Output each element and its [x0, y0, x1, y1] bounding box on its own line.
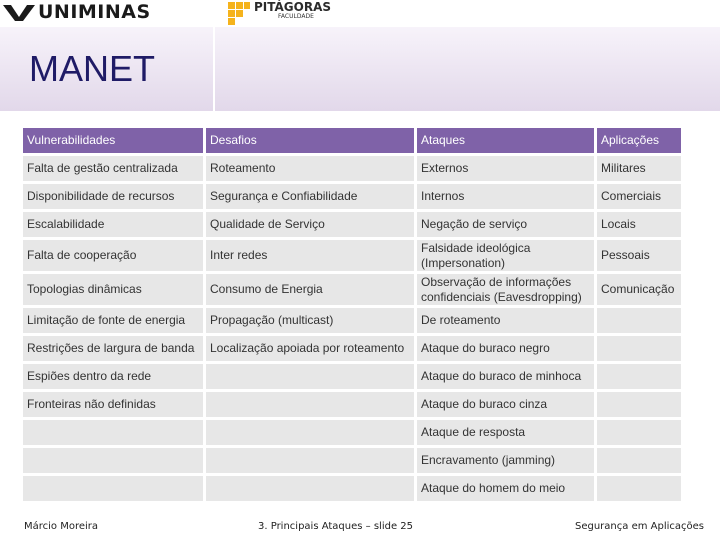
table-row — [23, 308, 681, 333]
title-separator — [213, 27, 215, 111]
table-cell: Ataque do buraco negro — [417, 336, 594, 361]
manet-table — [20, 125, 684, 504]
table-cell: De roteamento — [417, 308, 594, 333]
table-cell: Propagação (multicast) — [206, 308, 414, 333]
column-header: Desafios — [206, 128, 414, 153]
table-cell: Pessoais — [597, 240, 681, 271]
pitagoras-wordmark: PITÁGORAS — [254, 0, 332, 14]
table-cell — [206, 448, 414, 473]
table-cell — [597, 364, 681, 389]
table-row — [23, 274, 681, 305]
slide-title: MANET — [29, 48, 155, 89]
table-cell: Falta de cooperação — [23, 240, 203, 271]
table-cell: Ataque de resposta — [417, 420, 594, 445]
table-row — [23, 364, 681, 389]
table-cell: Locais — [597, 212, 681, 237]
table-cell — [597, 476, 681, 501]
table-cell: Escalabilidade — [23, 212, 203, 237]
table-row — [23, 420, 681, 445]
table-cell: Falta de gestão centralizada — [23, 156, 203, 181]
table-cell — [597, 448, 681, 473]
table-cell — [23, 420, 203, 445]
table-row — [23, 476, 681, 501]
table-cell — [206, 420, 414, 445]
table-cell: Comunicação — [597, 274, 681, 305]
table-cell: Fronteiras não definidas — [23, 392, 203, 417]
table-cell: Observação de informações confidenciais (Eavesdropping) — [417, 274, 594, 305]
table-cell — [597, 308, 681, 333]
table-row — [23, 184, 681, 209]
table-cell — [23, 476, 203, 501]
table-cell: Ataque do buraco cinza — [417, 392, 594, 417]
table-cell: Espiões dentro da rede — [23, 364, 203, 389]
table-cell: Internos — [417, 184, 594, 209]
table-cell — [597, 420, 681, 445]
table-cell: Comerciais — [597, 184, 681, 209]
table-cell: Restrições de largura de banda — [23, 336, 203, 361]
uniminas-mark-icon — [2, 2, 36, 22]
footer-author: Márcio Moreira — [24, 521, 99, 532]
table-cell: Disponibilidade de recursos — [23, 184, 203, 209]
table-cell — [597, 336, 681, 361]
pitagoras-subtitle: FACULDADE — [278, 13, 314, 20]
column-header: Vulnerabilidades — [23, 128, 203, 153]
pitagoras-logo — [227, 1, 331, 25]
table-cell — [206, 476, 414, 501]
footer-slide-info: 3. Principais Ataques – slide 25 — [258, 521, 414, 532]
table-cell: Negação de serviço — [417, 212, 594, 237]
footer-course: Segurança em Aplicações — [575, 521, 704, 532]
table-body — [23, 156, 681, 501]
table-cell: Ataque do homem do meio — [417, 476, 594, 501]
table-cell: Localização apoiada por roteamento — [206, 336, 414, 361]
table-cell: Topologias dinâmicas — [23, 274, 203, 305]
table-cell: Falsidade ideológica (Impersonation) — [417, 240, 594, 271]
table-row — [23, 212, 681, 237]
table-cell: Externos — [417, 156, 594, 181]
table-header-row — [23, 128, 681, 153]
table-cell: Encravamento (jamming) — [417, 448, 594, 473]
pitagoras-mark-icon — [227, 1, 251, 25]
uniminas-logo — [2, 2, 151, 22]
uniminas-wordmark: UNIMINAS — [38, 1, 151, 23]
table-row — [23, 240, 681, 271]
logo-bar — [0, 0, 720, 27]
title-underline — [0, 111, 720, 115]
table-cell: Inter redes — [206, 240, 414, 271]
table-cell — [206, 392, 414, 417]
table-cell: Limitação de fonte de energia — [23, 308, 203, 333]
column-header: Aplicações — [597, 128, 681, 153]
table-cell: Segurança e Confiabilidade — [206, 184, 414, 209]
table-row — [23, 336, 681, 361]
table-cell: Ataque do buraco de minhoca — [417, 364, 594, 389]
table-row — [23, 392, 681, 417]
table-cell: Militares — [597, 156, 681, 181]
table-cell — [206, 364, 414, 389]
table-cell — [597, 392, 681, 417]
table-cell: Qualidade de Serviço — [206, 212, 414, 237]
table-row — [23, 448, 681, 473]
table-cell — [23, 448, 203, 473]
table-cell: Roteamento — [206, 156, 414, 181]
column-header: Ataques — [417, 128, 594, 153]
table-cell: Consumo de Energia — [206, 274, 414, 305]
table-row — [23, 156, 681, 181]
